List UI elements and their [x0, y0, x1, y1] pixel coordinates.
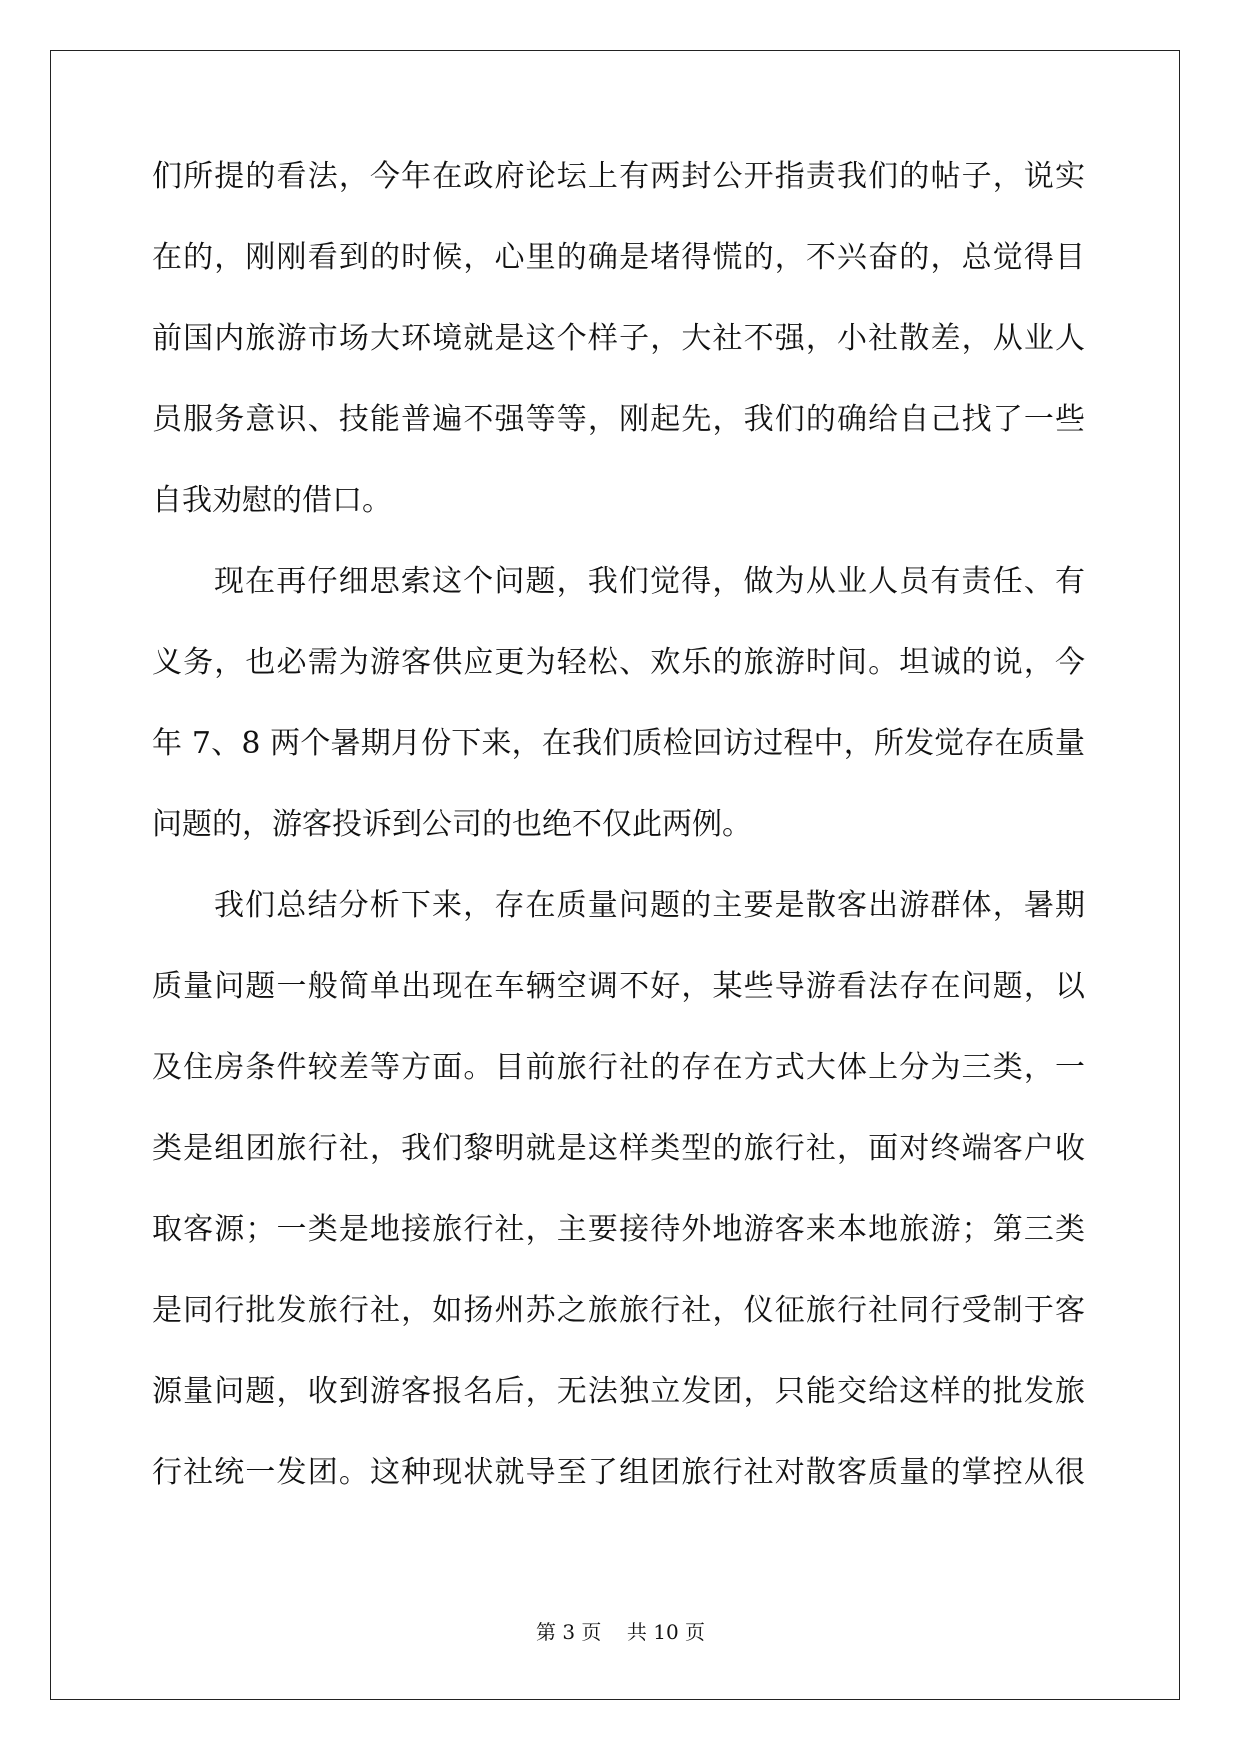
text-line: 自我劝慰的借口。 — [152, 483, 392, 518]
page-footer — [0, 1616, 1241, 1645]
text-line: 质量问题一般简单出现在车辆空调不好，某些导游看法存在问题，以 — [152, 969, 1085, 1004]
text-line: 源量问题，收到游客报名后，无法独立发团，只能交给这样的批发旅 — [152, 1374, 1085, 1409]
paragraph-2 — [152, 562, 1085, 886]
text-line: 类是组团旅行社，我们黎明就是这样类型的旅行社，面对终端客户收 — [152, 1131, 1085, 1166]
paragraph-3 — [152, 886, 1085, 1534]
document-body — [152, 157, 1085, 1534]
text-line: 现在再仔细思索这个问题，我们觉得，做为从业人员有责任、有 — [214, 564, 1085, 599]
text-line: 在的，刚刚看到的时候，心里的确是堵得慌的，不兴奋的，总觉得目 — [152, 240, 1085, 275]
text-line: 是同行批发旅行社，如扬州苏之旅旅行社，仪征旅行社同行受制于客 — [152, 1293, 1085, 1328]
text-line: 问题的，游客投诉到公司的也绝不仅此两例。 — [152, 807, 752, 842]
text-line: 前国内旅游市场大环境就是这个样子，大社不强，小社散差，从业人 — [152, 321, 1085, 356]
text-line: 行社统一发团。这种现状就导至了组团旅行社对散客质量的掌控从很 — [152, 1455, 1085, 1490]
text-line: 年 7、8 两个暑期月份下来，在我们质检回访过程中，所发觉存在质量 — [152, 726, 1085, 761]
text-line: 义务，也必需为游客供应更为轻松、欢乐的旅游时间。坦诚的说，今 — [152, 645, 1085, 680]
text-line: 取客源；一类是地接旅行社，主要接待外地游客来本地旅游；第三类 — [152, 1212, 1085, 1247]
page-number: 第 3 页 — [535, 1620, 602, 1644]
page-total: 共 10 页 — [626, 1620, 706, 1644]
paragraph-1 — [152, 157, 1085, 562]
text-line: 们所提的看法，今年在政府论坛上有两封公开指责我们的帖子，说实 — [152, 159, 1085, 194]
text-line: 员服务意识、技能普遍不强等等，刚起先，我们的确给自己找了一些 — [152, 402, 1085, 437]
text-line: 及住房条件较差等方面。目前旅行社的存在方式大体上分为三类，一 — [152, 1050, 1085, 1085]
text-line: 我们总结分析下来，存在质量问题的主要是散客出游群体，暑期 — [214, 888, 1085, 923]
